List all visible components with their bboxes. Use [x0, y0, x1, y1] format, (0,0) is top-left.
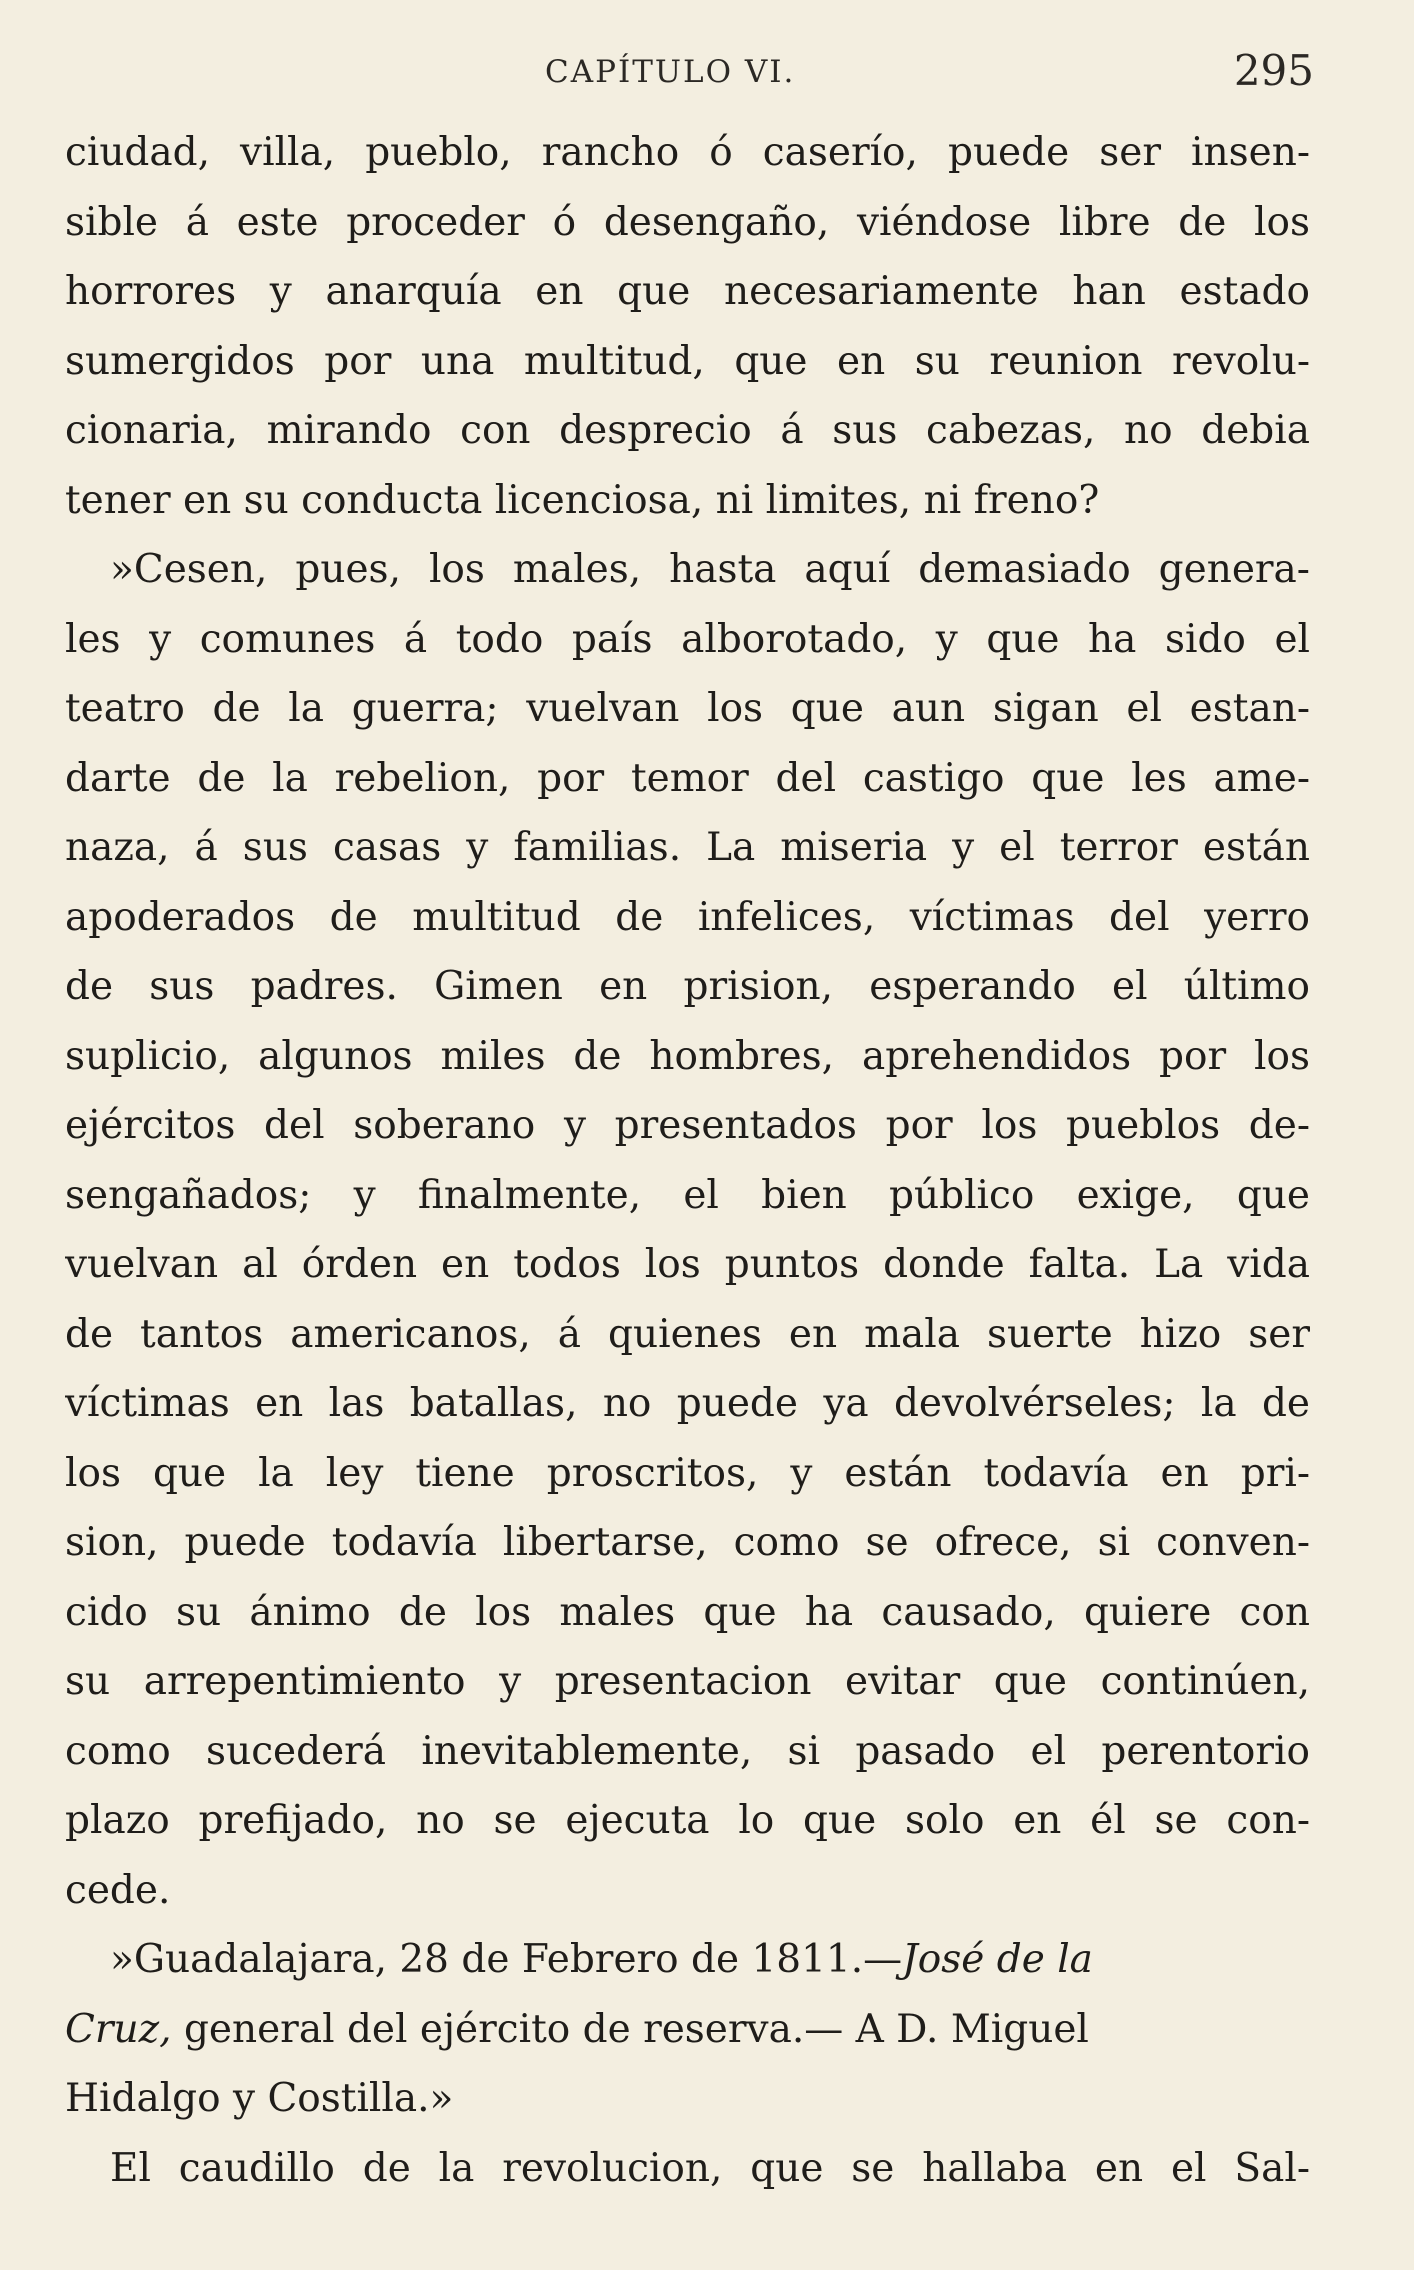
text-line: sumergidos por una multitud, que en su reunion revolu-	[65, 338, 1310, 384]
text-line: ciudad, villa, pueblo, rancho ó caserío, puede ser insen-	[65, 130, 1310, 175]
text-line: sible á este proceder ó desengaño, viéndose libre de los	[65, 199, 1310, 245]
text-line: El caudillo de la revolucion, que se hallaba en el Sal-	[110, 2145, 1310, 2191]
text-line: como sucederá inevitablemente, si pasado el perentorio	[65, 1728, 1310, 1774]
text-line: víctimas en las batallas, no puede ya devolvérseles; la de	[65, 1381, 1310, 1426]
signature-line	[65, 1995, 1310, 2065]
text-line: su arrepentimiento y presentacion evitar que continúen,	[65, 1659, 1310, 1704]
signature-author-part2: Cruz,	[65, 2006, 172, 2052]
text-line: tener en su conducta licenciosa, ni limites, ni freno?	[65, 477, 1100, 523]
signature-line	[65, 1925, 1310, 1995]
text-line: suplicio, algunos miles de hombres, aprehendidos por los	[65, 1033, 1310, 1079]
text-line: plazo prefijado, no se ejecuta lo que solo en él se con-	[65, 1798, 1310, 1843]
text-line: »Cesen, pues, los males, hasta aquí demasiado genera-	[110, 547, 1310, 592]
text-line: ejércitos del soberano y presentados por los pueblos de-	[65, 1103, 1310, 1148]
text-line: sion, puede todavía libertarse, como se ofrece, si conven-	[65, 1520, 1310, 1565]
text-line: de tantos americanos, á quienes en mala suerte hizo ser	[65, 1311, 1310, 1357]
text-line: les y comunes á todo país alborotado, y que ha sido el	[65, 616, 1310, 662]
text-line: sengañados; y finalmente, el bien público exige, que	[65, 1172, 1310, 1218]
text-line: teatro de la guerra; vuelvan los que aun sigan el estan-	[65, 686, 1310, 731]
signature-author-part1: José de la	[902, 1937, 1093, 1982]
text-line: cionaria, mirando con desprecio á sus cabezas, no debia	[65, 408, 1310, 453]
text-line: horrores y anarquía en que necesariamente han estado	[65, 269, 1310, 314]
text-line: de sus padres. Gimen en prision, esperando el último	[65, 964, 1310, 1009]
running-head: CAPÍTULO VI.	[545, 54, 796, 90]
body-text	[65, 118, 1310, 2203]
text-line: los que la ley tiene proscritos, y están todavía en pri-	[65, 1450, 1310, 1496]
page-number: 295	[1233, 46, 1314, 95]
text-line: cido su ánimo de los males que ha causado, quiere con	[65, 1589, 1310, 1635]
text-line: naza, á sus casas y familias. La miseria y el terror están	[65, 825, 1310, 870]
text-line: cede.	[65, 1867, 171, 1913]
signature-title: general del ejército de reserva.— A D. Miguel	[171, 2006, 1089, 2052]
page-header	[65, 46, 1314, 96]
signature-line: Hidalgo y Costilla.»	[65, 2076, 454, 2121]
signature-date: »Guadalajara, 28 de Febrero de 1811.—	[110, 1937, 903, 1982]
text-line: darte de la rebelion, por temor del castigo que les ame-	[65, 755, 1310, 801]
text-line: vuelvan al órden en todos los puntos donde falta. La vida	[65, 1242, 1310, 1287]
text-line: apoderados de multitud de infelices, víctimas del yerro	[65, 894, 1310, 940]
